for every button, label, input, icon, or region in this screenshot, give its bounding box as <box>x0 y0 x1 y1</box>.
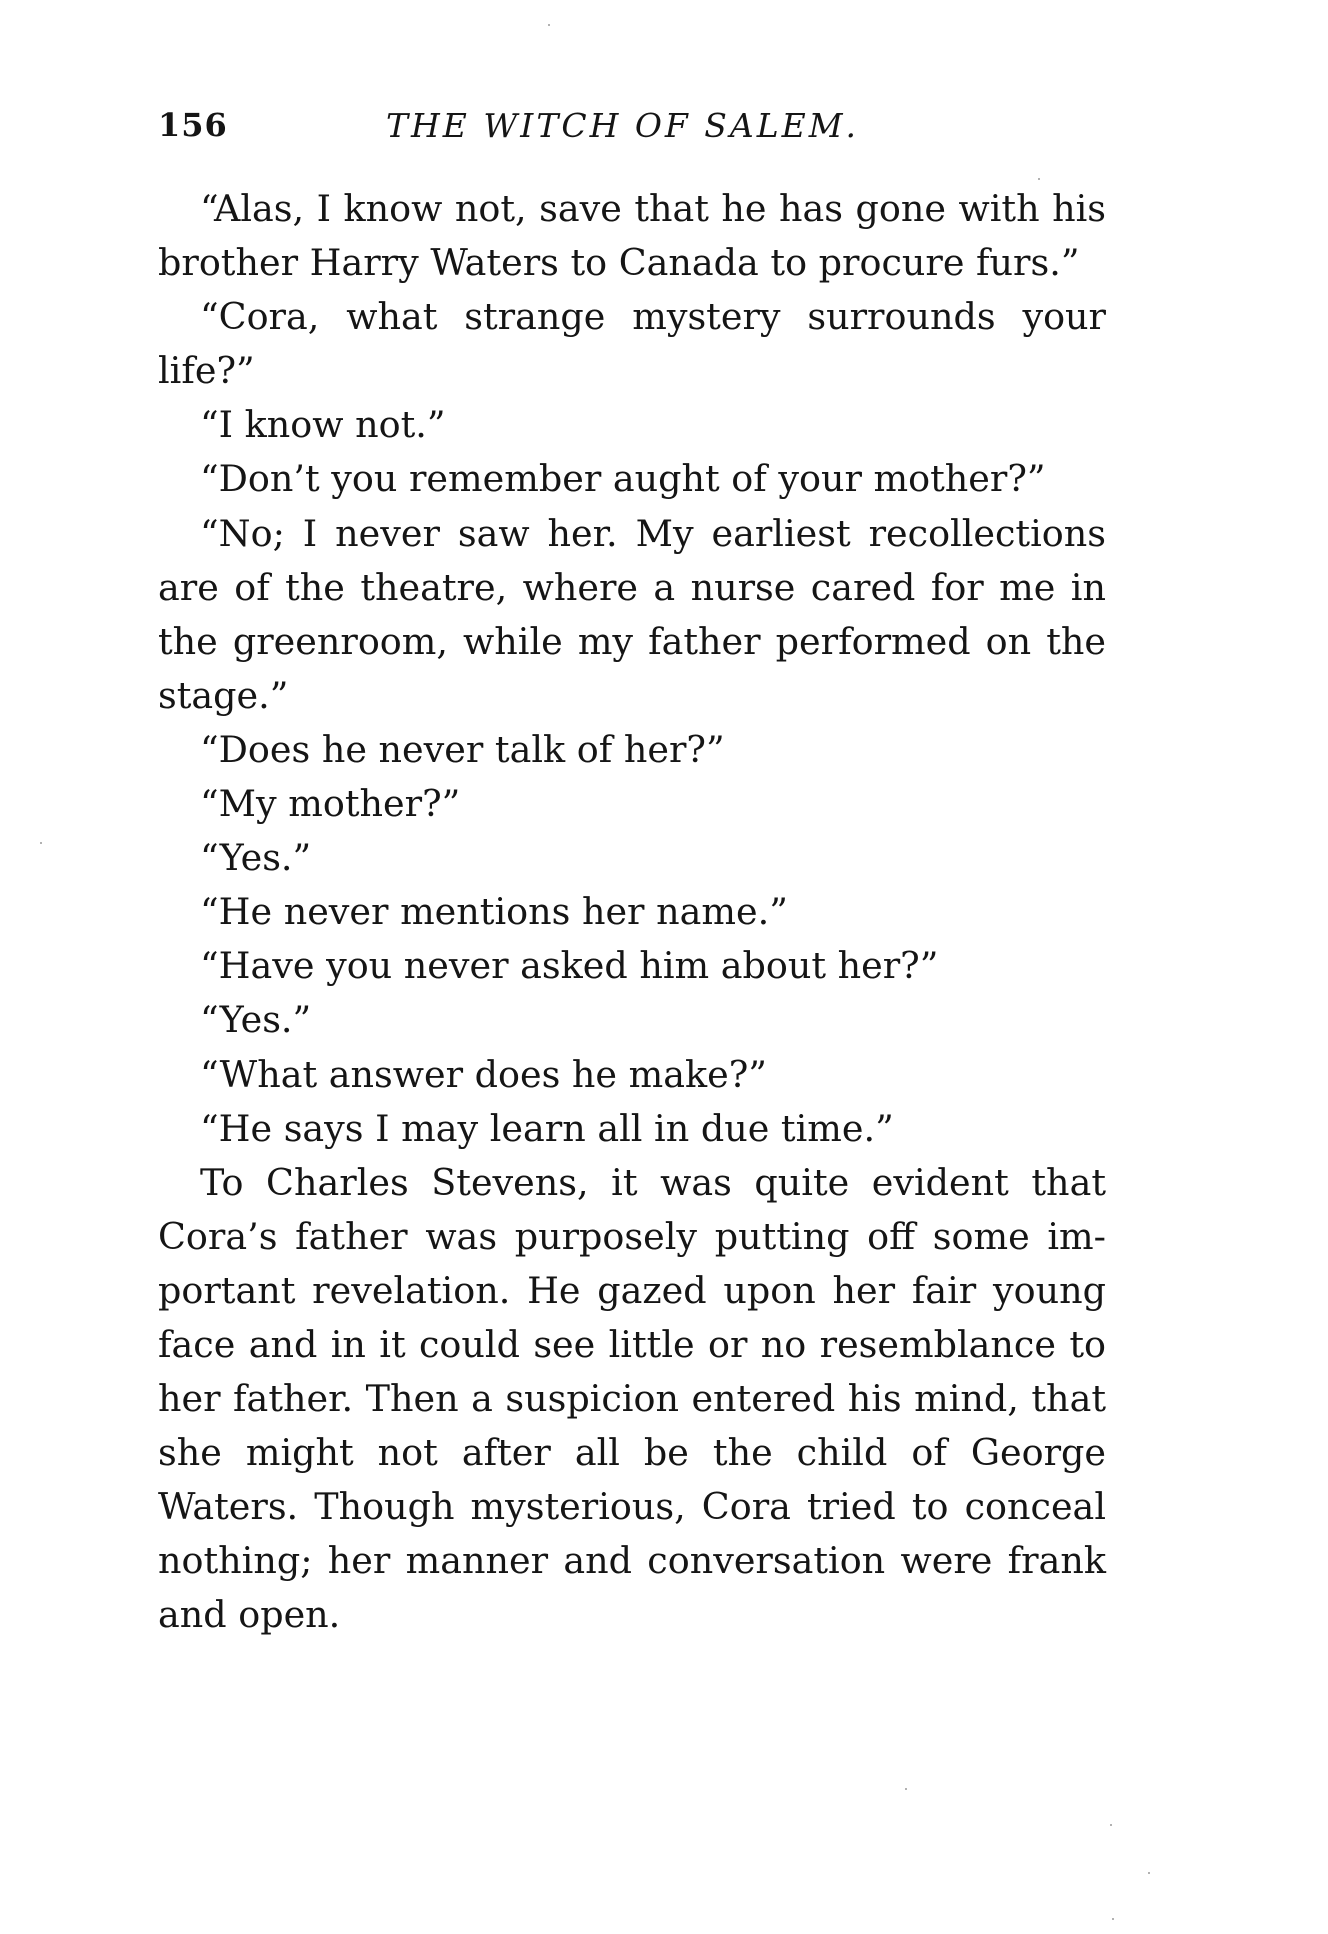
paragraph: “What answer does he make?” <box>200 1052 767 1096</box>
paragraph: “Alas, I know not, save that he has gone with his brother Harry Waters to Canada to procure furs.” <box>158 187 1106 285</box>
paragraph: “Yes.” <box>200 998 312 1042</box>
paragraph: “He never mentions her name.” <box>200 890 788 934</box>
paragraph: “My mother?” <box>200 782 461 826</box>
paper-speck <box>40 842 42 844</box>
paper-speck <box>905 1788 907 1790</box>
paragraph: “He says I may learn all in due time.” <box>200 1106 894 1150</box>
paper-speck <box>548 24 550 26</box>
paper-speck <box>1148 1872 1150 1874</box>
body-text <box>158 182 1106 1643</box>
paragraph: “Cora, what strange mystery surrounds your life?” <box>158 295 1106 393</box>
paragraph: “No; I never saw her. My earliest recollections are of the theatre, where a nurse cared for me in the greenroom, while my father performed on the stage.” <box>158 511 1106 717</box>
paragraph: “Does he never talk of her?” <box>200 727 725 771</box>
page-header <box>158 106 1158 156</box>
paper-speck <box>1112 1918 1114 1920</box>
running-title: THE WITCH OF SALEM. <box>386 106 860 145</box>
paragraph: “Have you never asked him about her?” <box>200 944 939 988</box>
paragraph: “Yes.” <box>200 836 312 880</box>
paragraph: “I know not.” <box>200 403 446 447</box>
page-number: 156 <box>158 106 228 144</box>
paper-speck <box>1038 178 1040 180</box>
paper-speck <box>1110 1824 1112 1826</box>
paragraph: “Don’t you remember aught of your mother?” <box>200 457 1046 501</box>
paragraph: To Charles Stevens, it was quite evident that Cora’s father was purposely putting off some important revelation. He gazed upon her fair young face and in it could see little or no resemblance to her father. Then a suspicion entered his mind, that she might not after all be the child of George Waters. Though mysterious, Cora tried to conceal nothing; her manner and conversation were frank and open. <box>158 1160 1106 1637</box>
